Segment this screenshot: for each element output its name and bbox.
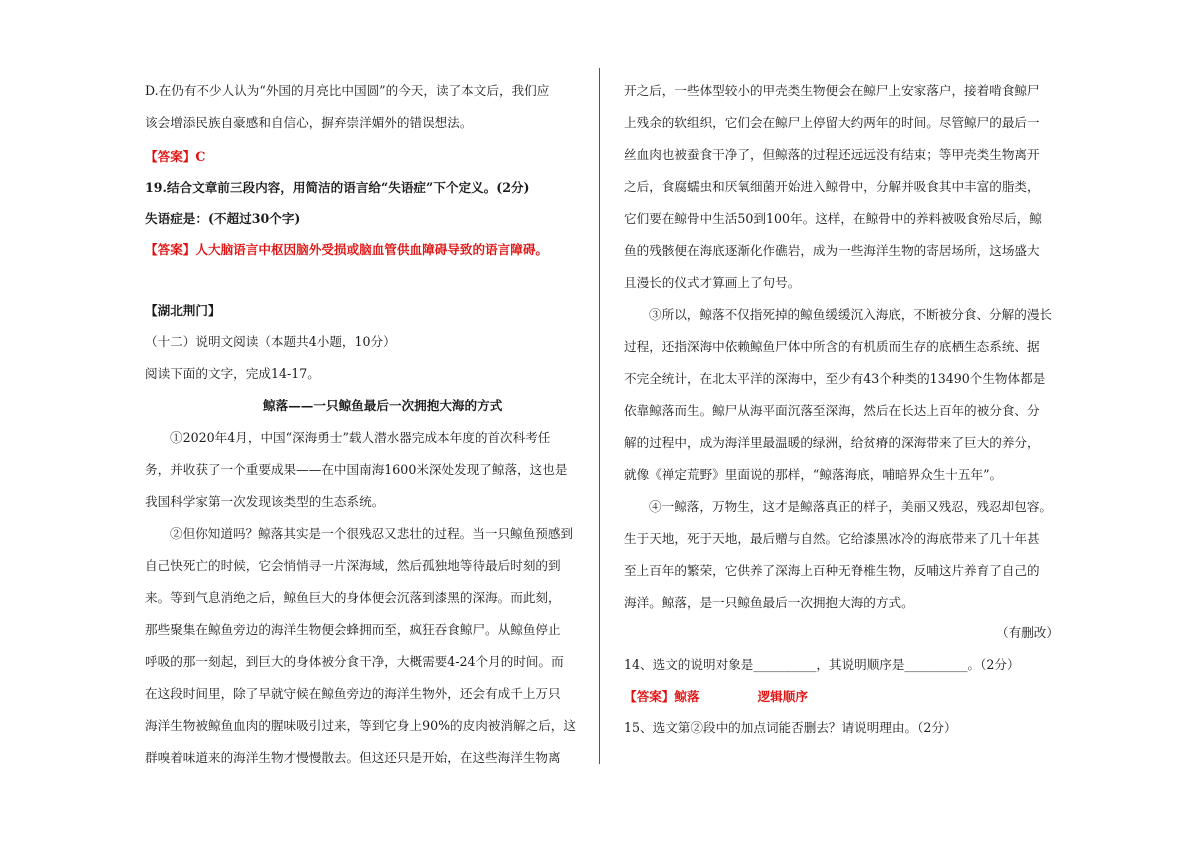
paragraph-4-line: 海洋。鲸落，是一只鲸鱼最后一次拥抱大海的方式。: [624, 595, 914, 610]
paragraph-2-cont-line: 丝血肉也被蚕食干净了，但鲸落的过程还远远没有结束；等甲壳类生物离开: [624, 147, 1040, 162]
answer-c: 【答案】C: [145, 149, 206, 164]
paragraph-2-cont-line: 它们要在鲸骨中生活50到100年。这样，在鲸骨中的养料被吸食殆尽后，鲸: [624, 211, 1042, 226]
paragraph-2-cont-line: 鱼的残骸便在海底逐渐化作礁岩，成为一些海洋生物的寄居场所，这场盛大: [624, 243, 1040, 258]
paragraph-4-line: ④一鲸落，万物生，这才是鲸落真正的样子，美丽又残忍，残忍却包容。: [649, 499, 1052, 514]
paragraph-3-line: 过程，还指深海中依赖鲸鱼尸体中所含的有机质而生存的底栖生态系统、据: [624, 339, 1040, 354]
answer-14-order: 逻辑顺序: [757, 689, 808, 704]
section-heading: （十二）说明文阅读（本题共4小题，10分）: [145, 334, 396, 349]
paragraph-3-line: 就像《禅定荒野》里面说的那样，“鲸落海底，哺暗界众生十五年”。: [624, 467, 1003, 482]
paragraph-2-line: 在这段时间里，除了早就守候在鲸鱼旁边的海洋生物外，还会有成千上万只: [145, 686, 561, 701]
paragraph-3-line: 依靠鲸落而生。鲸尸从海平面沉落至深海，然后在长达上百年的被分食、分: [624, 403, 1040, 418]
reading-instruction: 阅读下面的文字，完成14-17。: [145, 366, 320, 381]
option-d-line-1: D.在仍有不少人认为“外国的月亮比中国圆”的今天，读了本文后，我们应: [145, 83, 550, 98]
question-15: 15、选文第②段中的加点词能否删去？请说明理由。（2分）: [624, 720, 957, 735]
paragraph-2-cont-line: 上残余的软组织，它们会在鲸尸上停留大约两年的时间。尽管鲸尸的最后一: [624, 115, 1040, 130]
paragraph-2-line: 那些聚集在鲸鱼旁边的海洋生物便会蜂拥而至，疯狂吞食鲸尸。从鲸鱼停止: [145, 622, 561, 637]
question-19-definition: 失语症是：(不超过30个字): [145, 211, 301, 226]
answer-14: [624, 686, 808, 705]
question-14: 14、选文的说明对象是__________，其说明顺序是__________。（2分）: [624, 657, 1020, 672]
edited-note: （有删改）: [996, 625, 1059, 640]
paragraph-2-line: 呼吸的那一刻起，到巨大的身体被分食干净，大概需要4-24个月的时间。而: [145, 654, 564, 669]
paragraph-2-line: 群嗅着味道来的海洋生物才慢慢散去。但这还只是开始，在这些海洋生物离: [145, 750, 561, 765]
paragraph-4-line: 生于天地，死于天地，最后赠与自然。它给漆黑冰冷的海底带来了几十年甚: [624, 531, 1040, 546]
paragraph-2-cont-line: 开之后，一些体型较小的甲壳类生物便会在鲸尸上安家落户，接着啃食鲸尸: [624, 83, 1040, 98]
paragraph-3-line: ③所以，鲸落不仅指死掉的鲸鱼缓缓沉入海底，不断被分食、分解的漫长: [649, 307, 1052, 322]
column-divider: [599, 68, 600, 764]
question-19: 19.结合文章前三段内容，用简洁的语言给“失语症”下个定义。(2分): [145, 180, 530, 195]
paragraph-2-line: 自己快死亡的时候，它会悄悄寻一片深海域，然后孤独地等待最后时刻的到: [145, 558, 561, 573]
option-d-line-2: 该会增添民族自豪感和自信心，摒弃崇洋媚外的错误想法。: [145, 115, 473, 130]
paragraph-2-line: ②但你知道吗？鲸落其实是一个很残忍又悲壮的过程。当一只鲸鱼预感到: [170, 526, 573, 541]
paragraph-2-line: 来。等到气息消绝之后，鲸鱼巨大的身体便会沉落到漆黑的深海。而此刻，: [145, 590, 561, 605]
paragraph-1-line: ①2020年4月，中国“深海勇士”载人潜水器完成本年度的首次科考任: [170, 430, 551, 445]
article-title: 鲸落——一只鲸鱼最后一次拥抱大海的方式: [263, 398, 503, 413]
paragraph-1-line: 务，并收获了一个重要成果——在中国南海1600米深处发现了鲸落，这也是: [145, 462, 568, 477]
answer-14-object: 【答案】鲸落: [624, 689, 700, 704]
paragraph-3-line: 不完全统计，在北太平洋的深海中，至少有43个种类的13490个生物体都是: [624, 371, 1046, 386]
paragraph-3-line: 解的过程中，成为海洋里最温暖的绿洲，给贫瘠的深海带来了巨大的养分，: [624, 435, 1040, 450]
paragraph-2-cont-line: 且漫长的仪式才算画上了句号。: [624, 275, 801, 290]
paragraph-2-cont-line: 之后，食腐蠕虫和厌氧细菌开始进入鲸骨中，分解并吸食其中丰富的脂类，: [624, 179, 1040, 194]
paragraph-2-line: 海洋生物被鲸鱼血肉的腥味吸引过来，等到它身上90%的皮肉被消解之后，这: [145, 718, 576, 733]
paragraph-1-line: 我国科学家第一次发现该类型的生态系统。: [145, 494, 385, 509]
paragraph-4-line: 至上百年的繁荣，它供养了深海上百种无脊椎生物，反哺这片养育了自己的: [624, 563, 1040, 578]
region-heading: 【湖北荆门】: [145, 303, 221, 318]
answer-19: 【答案】人大脑语言中枢因脑外受损或脑血管供血障碍导致的语言障碍。: [145, 242, 548, 257]
